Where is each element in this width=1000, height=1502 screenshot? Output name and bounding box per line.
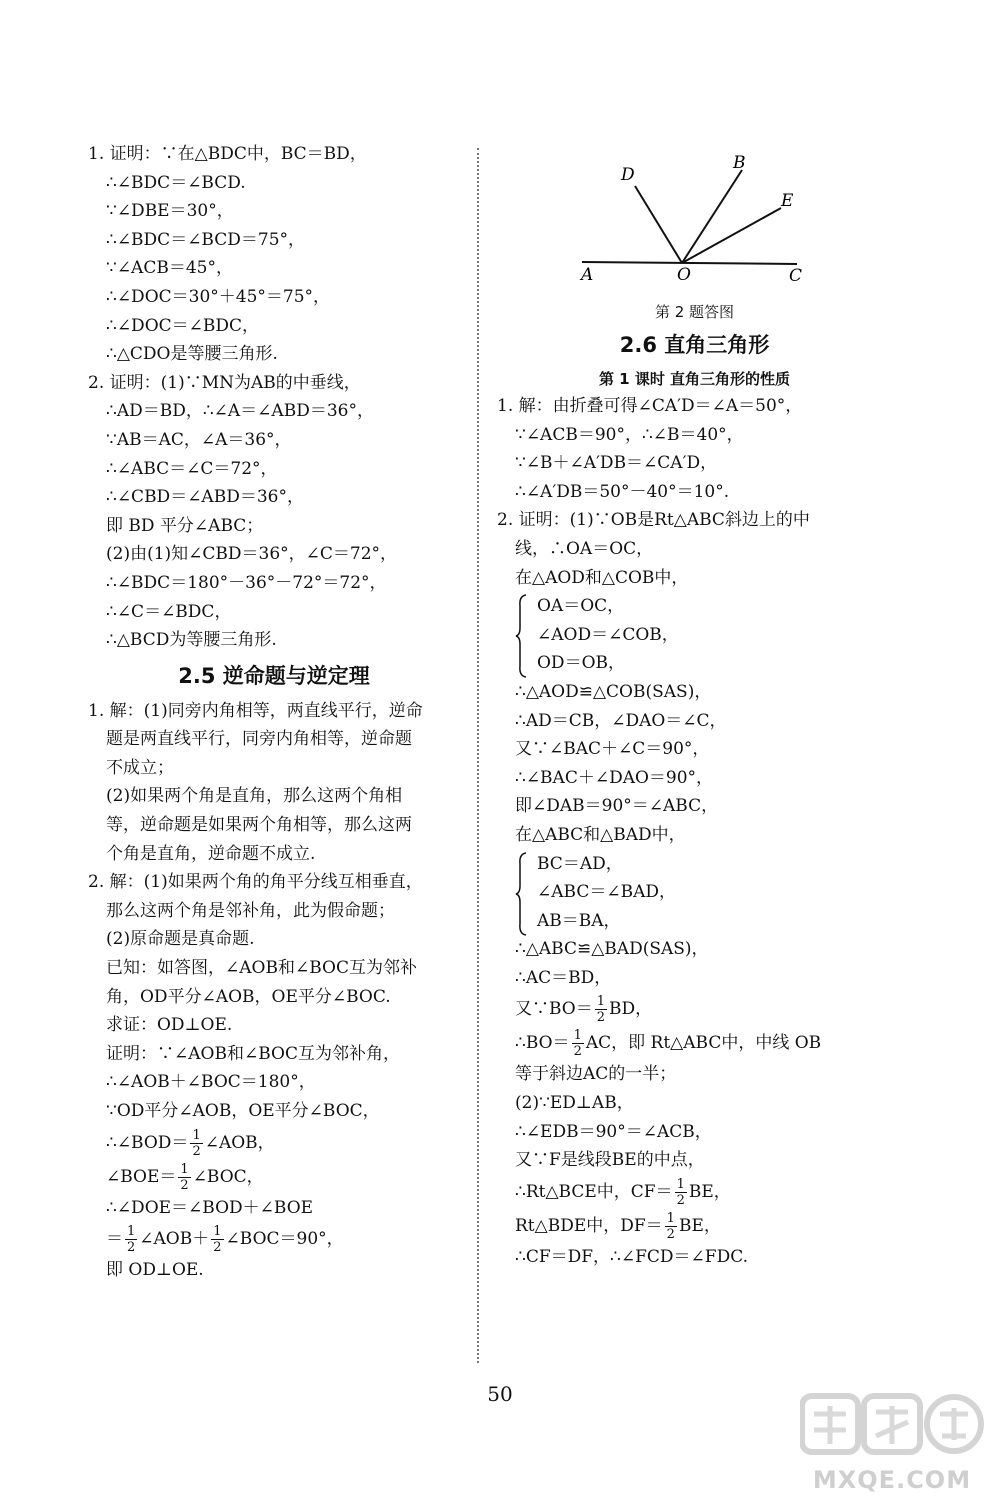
section-title-2-5: 2.5 逆命题与逆定理 [178,663,370,688]
text-fragment: ＝ [106,1229,123,1250]
fraction-line [88,1222,460,1256]
text-line: ∴∠DOC＝30°＋45°＝75°， [106,286,331,307]
fraction-line [497,1175,892,1209]
text-line: ∴∠BDC＝180°－36°－72°＝72°， [106,572,387,593]
fraction-numerator: 1 [573,1028,582,1044]
text-fragment: 又∵BO＝ [515,999,593,1020]
fraction-one-half [595,994,607,1025]
text-line: ∵∠DBE＝30°， [106,201,234,222]
section-title-2-6: 2.6 直角三角形 [619,333,770,357]
fraction-denominator: 2 [676,1192,685,1208]
text-line: 1. 证明：∵在△BDC中，BC＝BD， [88,144,367,164]
text-line: ∴∠DOE＝∠BOD＋∠BOE [106,1197,314,1218]
s25-problem-2 [88,868,460,1285]
text-line: 等于斜边AC的一半； [515,1064,677,1085]
text-line: 角，OD平分∠AOB，OE平分∠BOC. [106,986,391,1007]
text-line: 不成立； [106,757,174,778]
text-line: 那么这两个角是邻补角，此为假命题； [106,900,395,921]
fraction-one-half [190,1128,202,1159]
angle-figure [497,140,892,300]
text-line: ∵OD平分∠AOB，OE平分∠BOC， [106,1101,380,1121]
text-line: (2)由(1)知∠CBD＝36°，∠C＝72°， [106,544,398,565]
fraction-numerator: 1 [127,1224,136,1240]
text-fragment: ∠BOC＝90°， [225,1229,344,1250]
fraction-one-half [572,1028,584,1059]
text-line: 个角是直角，逆命题不成立. [106,843,316,864]
text-fragment: ∠AOB＋ [139,1229,210,1250]
text-fragment: AC，即 Rt△ABC中，中线 OB [585,1033,822,1054]
right-column [497,140,892,1271]
text-fragment: ∴BO＝ [515,1033,570,1054]
fraction-one-half [665,1211,677,1242]
s26-problem-1 [497,392,892,506]
fraction-denominator: 2 [573,1044,582,1060]
text-line: 在△ABC和△BAD中， [515,824,686,845]
left-brace [515,852,527,936]
fraction-denominator: 2 [180,1177,189,1193]
left-brace [515,594,527,678]
text-line: 证明：∵∠AOB和∠BOC互为邻补角， [106,1043,400,1064]
fraction-numerator: 1 [180,1161,189,1177]
text-line: 即∠DAB＝90°＝∠ABC， [515,796,719,817]
text-line: 又∵F是线段BE的中点， [515,1150,705,1171]
problem-1-proof [88,140,460,369]
fraction-line [497,1026,892,1060]
fraction-one-half [675,1177,687,1208]
text-fragment: BD， [609,999,653,1020]
text-line: 2. 证明：(1)∵MN为AB的中垂线， [88,372,361,393]
text-line: 2. 证明：(1)∵OB是Rt△ABC斜边上的中 [497,510,810,531]
text-line: ∴∠BDC＝∠BCD. [106,172,246,193]
s25-problem-1 [88,697,460,869]
ray-ob [682,170,742,263]
text-fragment: ∠BOC， [192,1166,264,1187]
label-c: C [789,266,803,286]
text-line: 已知：如答图，∠AOB和∠BOC互为邻补 [106,958,417,979]
label-o: O [677,265,691,285]
text-line: 等，逆命题是如果两个角相等，那么这两 [106,815,412,836]
fraction-one-half [178,1162,190,1193]
text-line: (2)原命题是真命题. [106,929,255,950]
text-line: OA＝OC， [537,596,625,617]
fraction-denominator: 2 [127,1240,136,1256]
fraction-numerator: 1 [666,1210,675,1226]
text-line: ∠ABC＝∠BAD， [537,882,676,903]
text-fragment: ∠AOB， [204,1132,275,1153]
fraction-numerator: 1 [676,1176,685,1192]
text-fragment: ∴∠BOD＝ [106,1132,189,1153]
brace-system-1 [497,592,892,678]
fraction-one-half [125,1224,137,1255]
text-line: (2)如果两个角是直角，那么这两个角相 [106,786,403,807]
problem-2-proof [88,369,460,655]
text-line: AB＝BA， [537,910,621,931]
text-line: ∴∠C＝∠BDC， [106,601,232,622]
fraction-numerator: 1 [213,1224,222,1240]
text-line: BC＝AD， [537,853,623,874]
text-line: ∴∠EDB＝90°＝∠ACB， [515,1121,712,1142]
page-number: 50 [487,1382,513,1406]
text-line: ∴∠BAC＋∠DAO＝90°， [515,767,714,788]
text-line: 又∵∠BAC＋∠C＝90°， [515,739,710,760]
ray-oe [682,208,781,263]
watermark-text: MXQE.COM [812,1466,972,1494]
text-line: ∴△BCD为等腰三角形. [106,630,277,651]
figure-caption: 第 2 题答图 [654,303,735,321]
text-line: ∴∠DOC＝∠BDC， [106,315,260,336]
text-line: 题是两直线平行，同旁内角相等，逆命题 [106,729,412,750]
s26-problem-2 [497,506,892,1271]
text-fragment: BE， [678,1215,721,1236]
label-a: A [581,265,594,285]
text-line: ∴△AOD≌△COB(SAS)， [515,681,712,702]
text-line: ∴AC＝BD， [515,967,612,988]
subsection-title: 第 1 课时 直角三角形的性质 [598,370,791,388]
text-line: (2)∵ED⊥AB， [515,1093,634,1114]
text-line: 1. 解：由折叠可得∠CA′D＝∠A＝50°， [497,396,803,416]
text-line: ∴∠AOB＋∠BOC＝180°， [106,1072,316,1093]
watermark-logo-icon [800,1390,984,1460]
fraction-line [88,1126,460,1160]
fraction-numerator: 1 [192,1127,201,1143]
text-line: ∴△CDO是等腰三角形. [106,344,278,365]
fraction-one-half [211,1224,223,1255]
text-line: 线，∴OA＝OC， [515,538,654,559]
text-fragment: ∠BOE＝ [106,1166,177,1187]
text-fragment: Rt△BDE中，DF＝ [515,1215,663,1236]
ray-od [635,186,682,263]
fraction-numerator: 1 [596,994,606,1010]
fraction-denominator: 2 [596,1010,606,1026]
label-d: D [621,165,635,185]
fraction-denominator: 2 [666,1226,675,1242]
text-line: 求证：OD⊥OE. [106,1015,233,1036]
text-line: ∴AD＝BD，∴∠A＝∠ABD＝36°， [106,401,374,422]
fraction-denominator: 2 [213,1240,222,1256]
text-line: ∴∠ABC＝∠C＝72°， [106,458,278,479]
text-line: ∵∠ACB＝45°， [106,258,233,279]
text-line: ∴CF＝DF，∴∠FCD＝∠FDC. [515,1246,749,1267]
text-line: ∵∠B＋∠A′DB＝∠CA′D， [515,453,718,474]
fraction-line [497,992,892,1026]
text-line: ∠AOD＝∠COB， [537,624,679,645]
watermark [792,1386,992,1496]
text-line: ∴∠CBD＝∠ABD＝36°， [106,487,304,508]
text-line: 即 OD⊥OE. [106,1260,204,1281]
text-line: ∵∠ACB＝90°，∴∠B＝40°， [515,424,744,445]
text-line: ∵AB＝AC，∠A＝36°， [106,429,292,450]
text-line: ∴∠A′DB＝50°－40°＝10°. [515,481,730,502]
fraction-line [497,1209,892,1243]
text-line: ∴△ABC≌△BAD(SAS)， [515,939,709,960]
column-divider [477,148,479,1363]
text-fragment: BE， [688,1181,731,1202]
label-e: E [781,191,794,211]
text-fragment: ∴Rt△BCE中，CF＝ [515,1181,673,1202]
text-line: ∴AD＝CB，∠DAO＝∠C， [515,710,727,731]
text-line: ∴∠BDC＝∠BCD＝75°， [106,229,306,250]
left-column [88,140,460,1285]
label-b: B [733,153,746,173]
text-line: OD＝OB， [537,653,625,674]
text-line: 2. 解：(1)如果两个角的角平分线互相垂直， [88,872,423,893]
fraction-line [88,1160,460,1194]
brace-system-2 [497,850,892,936]
text-line: 在△AOD和△COB中， [515,567,689,588]
text-line: 1. 解：(1)同旁内角相等，两直线平行，逆命 [88,700,423,721]
angle-diagram [497,140,892,300]
fraction-denominator: 2 [192,1143,201,1159]
text-line: 即 BD 平分∠ABC； [106,515,264,536]
line-ac [582,262,797,264]
